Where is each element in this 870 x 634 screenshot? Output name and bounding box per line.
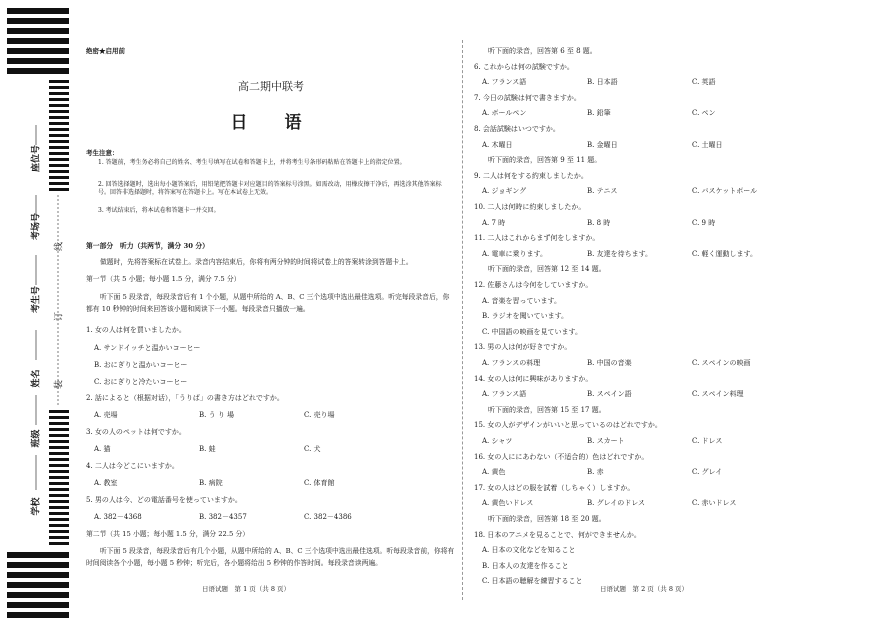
option-a: A. 日本の文化などを知ること	[482, 546, 576, 555]
question-1: 1. 女の人は何を買いましたか。	[86, 326, 186, 334]
option-b: B. 友達を待ちます。	[587, 249, 653, 258]
q4-option-c: C. 体育館	[304, 479, 335, 487]
option-c: C. 英語	[692, 78, 716, 87]
notice-heading: 考生注意：	[86, 149, 119, 157]
question: 7. 今日の試験は何で書きますか。	[474, 93, 581, 102]
question: 13. 男の人は何が好きですか。	[474, 343, 572, 352]
notice-item-1: 1. 答题前，考生务必将自己的姓名、考生号填写在试卷和答题卡上，并将考生号条形码粘贴在答题卡上的指定位置。	[98, 159, 406, 166]
question-5: 5. 男の人は今、どの電話番号を使っていますか。	[86, 496, 242, 504]
option-c: C. スペインの映画	[692, 359, 751, 367]
binding-margin	[0, 0, 70, 630]
page-2-footer: 日语试题 第 2 页（共 8 页）	[600, 585, 689, 593]
option-a: A. 7 時	[482, 218, 506, 227]
q5-option-b: B. 382－4357	[199, 513, 247, 521]
question: 11. 二人はこれからまず何をしますか。	[474, 234, 600, 243]
notice-item-3: 3. 考试结束后，将本试卷和答题卡一并交回。	[98, 207, 220, 214]
option-c: C. スペイン料理	[692, 390, 744, 399]
question: 10. 二人は何時に約束しましたか。	[474, 203, 586, 211]
question-3: 3. 女の人のペットは何ですか。	[86, 428, 186, 436]
q1-option-a: A. サンドイッチと温かいコーヒー	[94, 344, 201, 352]
option-a: A. 音楽を習っています。	[482, 296, 561, 305]
question: 17. 女の人はどの服を試着（しちゃく）しますか。	[474, 483, 635, 492]
question: 15. 女の人がデザインがいいと思っているのはどれですか。	[474, 421, 662, 430]
question: 14. 女の人は何に興味がありますか。	[474, 374, 593, 383]
option-b: B. テニス	[587, 187, 618, 196]
question-2: 2. 話によると（根据对话），「うりば」の書き方はどれですか。	[86, 394, 284, 402]
q5-option-a: A. 382－4368	[94, 513, 142, 521]
question: 9. 二人は何をする約束しましたか。	[474, 171, 588, 180]
q1-option-c: C. おにぎりと冷たいコーヒー	[94, 378, 188, 386]
cut-mark-line: 线	[54, 242, 65, 252]
q5-option-c: C. 382－4386	[304, 513, 352, 521]
option-b: B. 日本語	[587, 78, 618, 87]
option-b: B. 金曜日	[587, 140, 618, 149]
field-school: 学校	[31, 497, 42, 516]
secret-mark: 绝密★启用前	[86, 47, 125, 55]
option-b: B. 日本人の友達を作ること	[482, 561, 569, 570]
page-divider	[462, 40, 463, 600]
question: 18. 日本のアニメを見ることで、何ができませんか。	[474, 530, 641, 539]
option-b: B. グレイのドレス	[587, 499, 646, 508]
option-b: B. 赤	[587, 468, 604, 477]
question: 16. 女の人ににあわない（不适合的）色はどれですか。	[474, 452, 649, 461]
listening-instruction: 听下面的录音，回答第 18 至 20 题。	[488, 515, 606, 523]
q3-option-c: C. 犬	[304, 445, 321, 453]
option-a: A. ボールペン	[482, 109, 527, 118]
option-c: C. 赤いドレス	[692, 499, 737, 508]
option-a: A. ジョギング	[482, 187, 527, 196]
question: 6. これからは何の試験ですか。	[474, 62, 574, 71]
q2-option-c: C. 売り場	[304, 411, 335, 419]
option-b: B. 8 時	[587, 218, 611, 227]
section1-heading: 第一节（共 5 小题；每小题 1.5 分，满分 7.5 分）	[86, 275, 241, 283]
option-a: A. 黄色	[482, 468, 506, 477]
option-a: A. 木曜日	[482, 140, 513, 149]
notice-item-2: 2. 回答选择题时，选出每小题答案后，用铅笔把答题卡对应题目的答案标号涂黑。如需改动，用橡皮擦干净后，再选涂其他答案标号。回答非选择题时，将答案写在答题卡上。写在本试卷上无效。	[98, 181, 442, 197]
option-b: B. 鉛筆	[587, 109, 611, 118]
q2-option-b: B. う り 場	[199, 411, 235, 419]
option-a: A. フランス語	[482, 78, 527, 87]
part1-heading: 第一部分 听力（共两节，满分 30 分）	[86, 242, 209, 250]
option-a: A. シャツ	[482, 437, 513, 445]
option-b: B. スカート	[587, 437, 625, 445]
section2-heading: 第二节（共 15 小题；每小题 1.5 分，满分 22.5 分）	[86, 530, 250, 538]
listening-instruction: 听下面的录音，回答第 9 至 11 题。	[488, 156, 602, 165]
section2-intro: 听下面 5 段录音，每段录音后有几个小题，从题中所给的 A、B、C 三个选项中选出最佳选项。听每段录音前，你将有时间阅读各个小题，每小题 5 秒钟；听完后，各小题将给出 5 秒钟的作答时间。每段录音读两遍。	[86, 547, 455, 567]
option-b: B. 中国の音楽	[587, 359, 632, 367]
exam-title: 高二期中联考	[238, 80, 304, 93]
option-c: C. バスケットボール	[692, 187, 758, 196]
listening-instruction: 听下面的录音，回答第 6 至 8 题。	[488, 47, 597, 55]
option-c: C. ドレス	[692, 437, 723, 445]
option-b: B. スペイン語	[587, 390, 632, 399]
cut-mark-bind: 订	[54, 312, 65, 322]
option-b: B. ラジオを聞いています。	[482, 312, 569, 321]
question-4: 4. 二人は今どこにいますか。	[86, 462, 179, 470]
field-exam-room: 考场号	[31, 213, 42, 241]
option-a: A. 電車に乗ります。	[482, 249, 547, 258]
option-c: C. 土曜日	[692, 140, 723, 149]
field-seat-number: 座位号	[31, 145, 42, 173]
part1-intro: 做题时，先将答案标在试卷上。录音内容结束后，你将有两分钟的时间将试卷上的答案转涂到答题卡上。	[100, 258, 413, 266]
option-c: C. 中国語の映画を見ています。	[482, 327, 582, 336]
question: 8. 会話試験はいつですか。	[474, 125, 560, 133]
field-name: 姓名	[31, 369, 42, 388]
q4-option-b: B. 病院	[199, 479, 223, 487]
option-a: A. フランス語	[482, 390, 527, 399]
page-1-footer: 日语试题 第 1 页（共 8 页）	[202, 585, 291, 593]
field-candidate-number: 考生号	[31, 286, 42, 314]
q2-option-a: A. 売場	[94, 411, 118, 419]
subject-title: 日 语	[230, 113, 312, 133]
question: 12. 佐藤さんは今何をしていますか。	[474, 281, 593, 289]
section1-intro: 听下面 5 段录音，每段录音后有 1 个小题，从题中所给的 A、B、C 三个选项中选出最佳选项。听完每段录音后，你都有 10 秒钟的时间来回答该小题和阅读下一小题。每段录音只播放一遍。	[86, 293, 450, 313]
q3-option-b: B. 蛙	[199, 445, 216, 453]
option-c: C. グレイ	[692, 468, 723, 477]
q3-option-a: A. 猫	[94, 445, 111, 453]
option-c: C. 9 時	[692, 218, 716, 227]
q1-option-b: B. おにぎりと温かいコーヒー	[94, 361, 188, 369]
listening-instruction: 听下面的录音，回答第 15 至 17 题。	[488, 405, 606, 414]
option-a: A. 黄色いドレス	[482, 499, 534, 508]
cut-mark-staple: 装	[54, 380, 65, 390]
field-class: 班级	[31, 429, 42, 448]
option-c: C. 軽く運動します。	[692, 249, 757, 258]
option-c: C. ペン	[692, 109, 716, 118]
option-a: A. フランスの料理	[482, 359, 541, 367]
q4-option-a: A. 教室	[94, 479, 118, 487]
option-c: C. 日本語の聴解を練習すること	[482, 577, 583, 586]
listening-instruction: 听下面的录音，回答第 12 至 14 题。	[488, 265, 606, 274]
